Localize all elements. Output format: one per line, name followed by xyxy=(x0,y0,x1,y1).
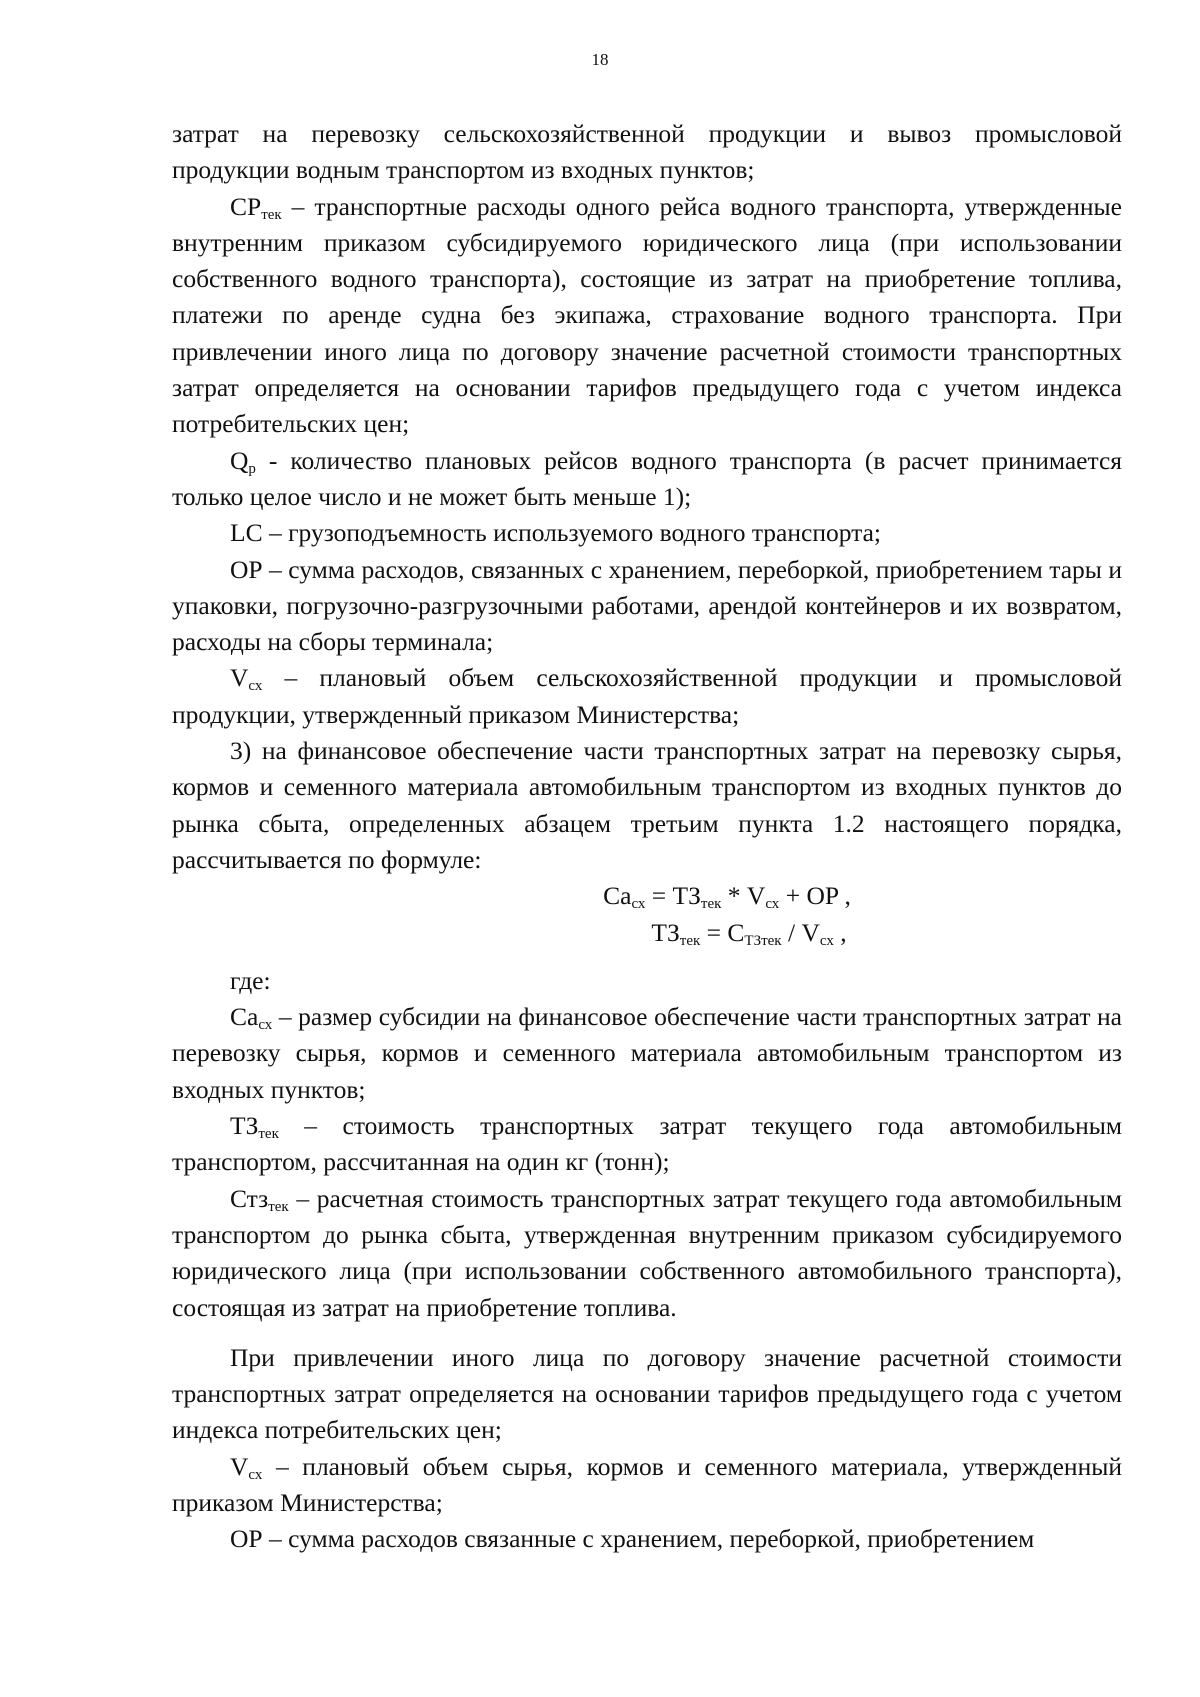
definition-q-r xyxy=(172,443,1122,516)
formula-subscript: ТЗтек xyxy=(744,932,782,949)
definition-stz-tek xyxy=(172,1181,1122,1326)
formula-subscript: тек xyxy=(700,896,722,913)
definition-tz-tek xyxy=(172,1108,1122,1181)
definition-op-2: ОР – сумма расходов связанные с хранением, переборкой, приобретением xyxy=(230,1524,1035,1554)
definition-v-cx xyxy=(172,660,1122,733)
paragraph-other-party: При привлечении иного лица по договору значение расчетной стоимости транспортных затрат определяется на основании тарифов предыдущего года с учетом индекса потребительских цен; xyxy=(172,1342,1122,1445)
formula-term: = C xyxy=(700,917,745,947)
symbol: Ca xyxy=(230,1002,259,1032)
definition-cp-tek xyxy=(172,189,1122,443)
definition-text: – стоимость транспортных затрат текущего года автомобильным транспортом, рассчитанная на один кг (тонн); xyxy=(172,1111,1122,1177)
definition-lc: LC – грузоподъемность используемого водного транспорта; xyxy=(230,518,881,548)
where-label: где: xyxy=(230,965,271,995)
formula-subscript: сх xyxy=(631,896,646,913)
definition-ca-cx xyxy=(172,999,1122,1108)
page-number: 18 xyxy=(591,50,609,69)
formula-term: / V xyxy=(781,917,820,947)
formula-tz-tek xyxy=(172,915,1122,951)
symbol-subscript: тек xyxy=(261,206,282,223)
symbol-subscript: сх xyxy=(258,1017,273,1034)
formula-term: ТЗ xyxy=(651,917,680,947)
document-body xyxy=(172,116,1122,1558)
formula-subscript: сх xyxy=(765,896,780,913)
symbol-subscript: сх xyxy=(248,1466,263,1483)
symbol: V xyxy=(230,663,249,693)
symbol-subscript: тек xyxy=(258,1126,279,1143)
formula-term: = ТЗ xyxy=(645,881,701,911)
symbol-subscript: р xyxy=(248,460,256,477)
symbol: Q xyxy=(230,445,249,475)
paragraph-continuation: затрат на перевозку сельскохозяйственной продукции и вывоз промысловой продукции водным транспортом из входных пунктов; xyxy=(172,119,1122,185)
symbol: ТЗ xyxy=(230,1111,259,1141)
formula-term: Ca xyxy=(603,881,632,911)
formula-subscript: тек xyxy=(679,932,701,949)
symbol: CP xyxy=(230,191,262,221)
definition-text: – плановый объем сельскохозяйственной продукции и промысловой продукции, утвержденный приказом Министерства; xyxy=(172,663,1122,729)
symbol-subscript: тек xyxy=(268,1198,289,1215)
formula-term: * V xyxy=(721,881,766,911)
definition-text: – плановый объем сырья, кормов и семенного материала, утвержденный приказом Министерства; xyxy=(172,1451,1122,1517)
formula-term: + OP , xyxy=(779,881,851,911)
symbol: Стз xyxy=(230,1183,269,1213)
definition-text: - количество плановых рейсов водного транспорта (в расчет принимается только целое число и не может быть меньше 1); xyxy=(172,445,1122,511)
definition-text: – расчетная стоимость транспортных затрат текущего года автомобильным транспортом до рынка сбыта, утвержденная внутренним приказом субсидируемого юридического лица (при использовании собственного автомобильного транспорта), состоящая из затрат на приобретение топлива. xyxy=(172,1183,1122,1322)
definition-text: – размер субсидии на финансовое обеспечение части транспортных затрат на перевозку сырья, кормов и семенного материала автомобильным транспортом из входных пунктов; xyxy=(172,1002,1122,1104)
definition-v-cx-2 xyxy=(172,1449,1122,1522)
item-3-paragraph: 3) на финансовое обеспечение части транспортных затрат на перевозку сырья, кормов и семенного материала автомобильным транспортом из входных пунктов до рынка сбыта, определенных абзацем третьим пункта 1.2 настоящего порядка, рассчитывается по формуле: xyxy=(172,736,1122,874)
symbol: V xyxy=(230,1451,249,1481)
definition-op: ОР – сумма расходов, связанных с хранением, переборкой, приобретением тары и упаковки, погрузочно-разгрузочными работами, арендой контейнеров и их возвратом, расходы на сборы терминала; xyxy=(172,554,1122,657)
formula-term: , xyxy=(833,917,847,947)
symbol-subscript: сх xyxy=(248,678,263,695)
formula-ca-cx xyxy=(172,878,1122,914)
definition-text: – транспортные расходы одного рейса водного транспорта, утвержденные внутренним приказом субсидируемого юридического лица (при использовании собственного водного транспорта), состоящие из затрат на приобретение топлива, платежи по аренде судна без экипажа, страхование водного транспорта. При привлечении иного лица по договору значение расчетной стоимости транспортных затрат определяется на основании тарифов предыдущего года с учетом индекса потребительских цен; xyxy=(172,191,1122,439)
formula-subscript: сх xyxy=(819,932,834,949)
